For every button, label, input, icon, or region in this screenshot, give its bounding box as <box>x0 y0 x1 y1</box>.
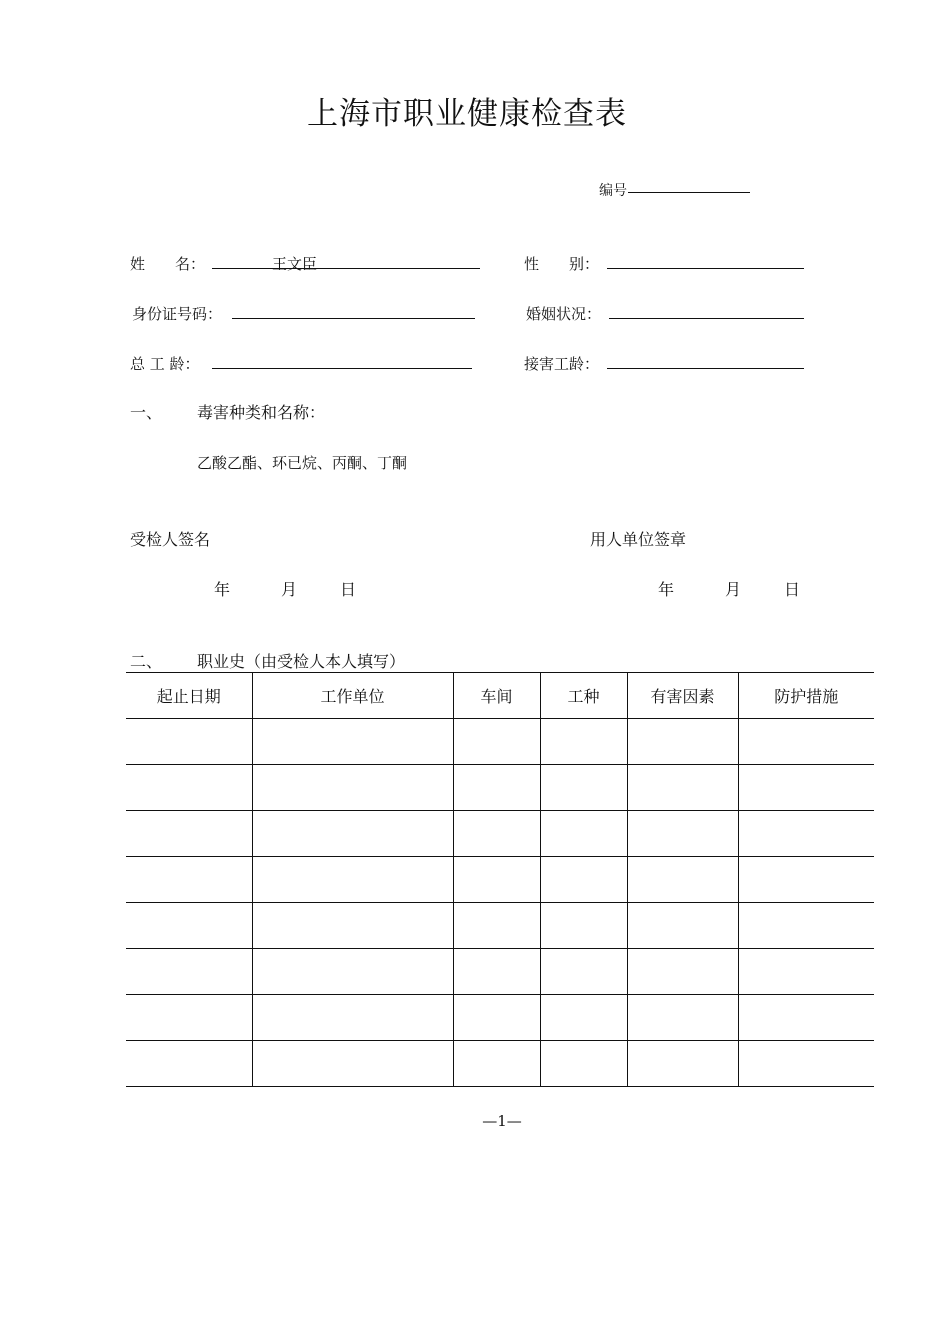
protection-cell[interactable] <box>738 949 874 995</box>
protection-cell[interactable] <box>738 719 874 765</box>
protection-cell[interactable] <box>738 1041 874 1087</box>
table-row <box>126 1041 874 1087</box>
protection-cell[interactable] <box>738 903 874 949</box>
col-header-workshop: 车间 <box>453 673 540 719</box>
employer-cell[interactable] <box>252 903 453 949</box>
workshop-cell[interactable] <box>453 765 540 811</box>
job-type-cell[interactable] <box>540 949 627 995</box>
job-type-cell[interactable] <box>540 903 627 949</box>
employer-year: 年 <box>658 580 675 599</box>
col-header-hazards: 有害因素 <box>627 673 738 719</box>
table-row <box>126 719 874 765</box>
dates-cell[interactable] <box>126 949 252 995</box>
examinee-month: 月 <box>281 580 298 599</box>
employer-cell[interactable] <box>252 949 453 995</box>
employer-cell[interactable] <box>252 765 453 811</box>
job-type-cell[interactable] <box>540 995 627 1041</box>
table-row <box>126 949 874 995</box>
section1-heading: 毒害种类和名称： <box>197 403 326 422</box>
marital-field[interactable] <box>609 318 804 319</box>
workshop-cell[interactable] <box>453 857 540 903</box>
gender-field[interactable] <box>607 268 804 269</box>
protection-cell[interactable] <box>738 765 874 811</box>
dates-cell[interactable] <box>126 811 252 857</box>
job-type-cell[interactable] <box>540 857 627 903</box>
marital-label: 婚姻状况： <box>526 305 602 323</box>
table-row <box>126 765 874 811</box>
protection-cell[interactable] <box>738 857 874 903</box>
workshop-cell[interactable] <box>453 949 540 995</box>
job-type-cell[interactable] <box>540 811 627 857</box>
hazards-cell[interactable] <box>627 995 738 1041</box>
employer-cell[interactable] <box>252 1041 453 1087</box>
gender-label: 性 别： <box>524 255 600 273</box>
table-header-row <box>126 673 874 719</box>
page-title: 上海市职业健康检查表 <box>307 96 627 132</box>
serial-field[interactable] <box>628 192 750 193</box>
protection-cell[interactable] <box>738 995 874 1041</box>
dates-cell[interactable] <box>126 719 252 765</box>
examinee-signature-label: 受检人签名 <box>130 530 211 549</box>
dates-cell[interactable] <box>126 857 252 903</box>
id-number-field[interactable] <box>232 318 475 319</box>
dates-cell[interactable] <box>126 765 252 811</box>
employer-cell[interactable] <box>252 857 453 903</box>
table-row <box>126 903 874 949</box>
examinee-day: 日 <box>340 580 357 599</box>
col-header-dates: 起止日期 <box>126 673 252 719</box>
total-years-field[interactable] <box>212 368 472 369</box>
job-type-cell[interactable] <box>540 1041 627 1087</box>
job-type-cell[interactable] <box>540 765 627 811</box>
hazards-cell[interactable] <box>627 857 738 903</box>
workshop-cell[interactable] <box>453 903 540 949</box>
examinee-year: 年 <box>214 580 231 599</box>
workshop-cell[interactable] <box>453 995 540 1041</box>
section1-number: 一、 <box>130 403 163 422</box>
hazards-cell[interactable] <box>627 903 738 949</box>
col-header-protection: 防护措施 <box>738 673 874 719</box>
hazards-cell[interactable] <box>627 1041 738 1087</box>
workshop-cell[interactable] <box>453 811 540 857</box>
dates-cell[interactable] <box>126 995 252 1041</box>
total-years-label: 总 工 龄： <box>130 355 200 373</box>
dates-cell[interactable] <box>126 903 252 949</box>
hazard-years-field[interactable] <box>607 368 804 369</box>
employer-seal-label: 用人单位签章 <box>590 530 687 549</box>
name-label: 姓 名： <box>130 255 206 273</box>
name-value: 王文臣 <box>272 255 318 273</box>
dates-cell[interactable] <box>126 1041 252 1087</box>
serial-label: 编号 <box>599 183 627 199</box>
hazards-cell[interactable] <box>627 811 738 857</box>
id-number-label: 身份证号码： <box>132 305 223 323</box>
workshop-cell[interactable] <box>453 1041 540 1087</box>
page-number: —1— <box>482 1112 522 1130</box>
section2-heading: 职业史（由受检人本人填写） <box>197 652 406 671</box>
hazards-cell[interactable] <box>627 949 738 995</box>
employer-cell[interactable] <box>252 719 453 765</box>
table-row <box>126 811 874 857</box>
hazards-cell[interactable] <box>627 719 738 765</box>
workshop-cell[interactable] <box>453 719 540 765</box>
table-row <box>126 995 874 1041</box>
employer-month: 月 <box>725 580 742 599</box>
employer-cell[interactable] <box>252 811 453 857</box>
name-field[interactable] <box>212 268 480 269</box>
col-header-employer: 工作单位 <box>252 673 453 719</box>
hazard-years-label: 接害工龄： <box>524 355 600 373</box>
occupational-history-table <box>126 672 874 1087</box>
employer-day: 日 <box>784 580 801 599</box>
job-type-cell[interactable] <box>540 719 627 765</box>
employer-cell[interactable] <box>252 995 453 1041</box>
section2-number: 二、 <box>130 652 163 671</box>
hazard-substances: 乙酸乙酯、环已烷、丙酮、丁酮 <box>197 454 408 472</box>
hazards-cell[interactable] <box>627 765 738 811</box>
protection-cell[interactable] <box>738 811 874 857</box>
table-row <box>126 857 874 903</box>
col-header-job-type: 工种 <box>540 673 627 719</box>
